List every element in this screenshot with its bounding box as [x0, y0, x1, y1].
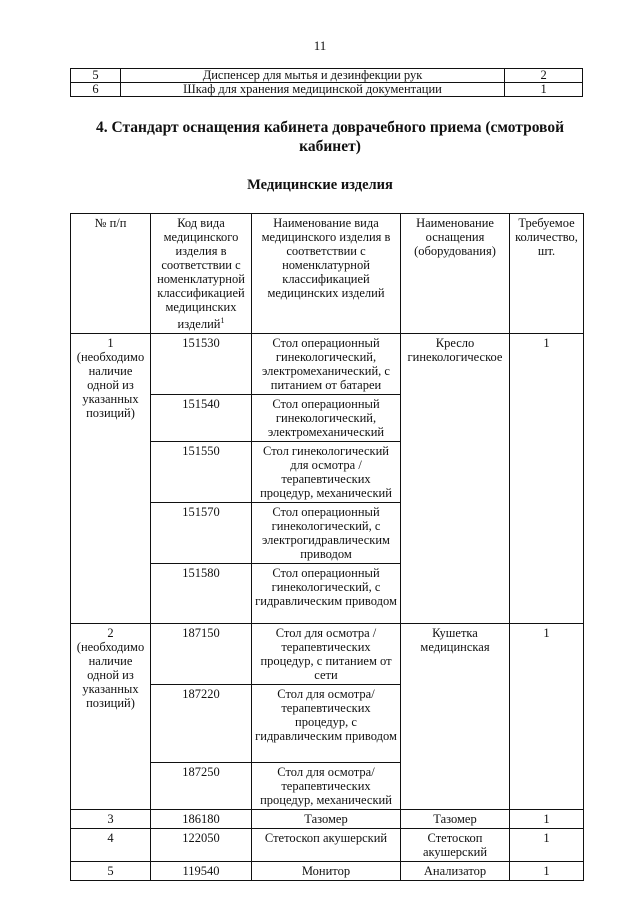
- equipment-table: [70, 213, 584, 881]
- item-name: Монитор: [252, 862, 401, 881]
- table-row: [71, 810, 584, 829]
- item-code: 151580: [151, 564, 252, 624]
- row-name: Шкаф для хранения медицинской документации: [120, 83, 504, 97]
- item-name: Стол операционный гинекологический, электромеханический, с питанием от батареи: [252, 334, 401, 395]
- item-name: Тазомер: [252, 810, 401, 829]
- table-row: [71, 334, 584, 395]
- header-row: [71, 214, 584, 334]
- section-subtitle: Медицинские изделия: [247, 177, 393, 193]
- item-code: 122050: [151, 829, 252, 862]
- row-qty: 1: [510, 862, 584, 881]
- header-equip: Наименование оснащения (оборудования): [401, 214, 510, 334]
- table-row: [71, 624, 584, 685]
- group-num: 2 (необходимо наличие одной из указанных позиций): [71, 624, 151, 810]
- item-code: 186180: [151, 810, 252, 829]
- group-qty: 1: [510, 624, 584, 810]
- item-name: Стетоскоп акушерский: [252, 829, 401, 862]
- item-name: Стол для осмотра /терапевтических процедур, с питанием от сети: [252, 624, 401, 685]
- row-name: Диспенсер для мытья и дезинфекции рук: [120, 69, 504, 83]
- item-name: Стол операционный гинекологический, электромеханический: [252, 395, 401, 442]
- row-equip: Тазомер: [401, 810, 510, 829]
- item-code: 119540: [151, 862, 252, 881]
- header-qty: Требуемое количество, шт.: [510, 214, 584, 334]
- table-row: [71, 862, 584, 881]
- item-code: 151550: [151, 442, 252, 503]
- row-num: 5: [71, 69, 121, 83]
- item-name: Стол гинекологический для осмотра /терапевтических процедур, механический: [252, 442, 401, 503]
- row-num: 5: [71, 862, 151, 881]
- row-equip: Анализатор: [401, 862, 510, 881]
- group-qty: 1: [510, 334, 584, 624]
- header-code: [151, 214, 252, 334]
- row-qty: 1: [510, 829, 584, 862]
- item-code: 151540: [151, 395, 252, 442]
- group-equip: Кресло гинекологическое: [401, 334, 510, 624]
- row-qty: 2: [505, 69, 583, 83]
- item-name: Стол операционный гинекологический, с гидравлическим приводом: [252, 564, 401, 624]
- top-table: [70, 68, 583, 97]
- group-equip: Кушетка медицинская: [401, 624, 510, 810]
- item-code: 187250: [151, 763, 252, 810]
- item-name: Стол для осмотра/ терапевтических процедур, с гидравлическим приводом: [252, 685, 401, 763]
- header-num: № п/п: [71, 214, 151, 334]
- header-code-text: Код вида медицинского изделия в соответствии с номенклатурной классификацией медицинских изделий: [157, 216, 245, 332]
- item-code: 151570: [151, 503, 252, 564]
- item-code: 187150: [151, 624, 252, 685]
- section-title: 4. Стандарт оснащения кабинета доврачебного приема (смотровой кабинет): [96, 119, 564, 155]
- item-code: 187220: [151, 685, 252, 763]
- table-row: [71, 83, 583, 97]
- table-row: [71, 829, 584, 862]
- page-number: 11: [313, 38, 327, 53]
- row-num: 3: [71, 810, 151, 829]
- footnote-mark: 1: [220, 316, 225, 325]
- item-code: 151530: [151, 334, 252, 395]
- row-num: 6: [71, 83, 121, 97]
- row-qty: 1: [505, 83, 583, 97]
- table-row: [71, 69, 583, 83]
- row-num: 4: [71, 829, 151, 862]
- group-num: 1 (необходимо наличие одной из указанных позиций): [71, 334, 151, 624]
- row-equip: Стетоскоп акушерский: [401, 829, 510, 862]
- item-name: Стол для осмотра/ терапевтических процедур, механический: [252, 763, 401, 810]
- header-kind: Наименование вида медицинского изделия в соответствии с номенклатурной классификацией медицинских изделий: [252, 214, 401, 334]
- item-name: Стол операционный гинекологический, с электрогидравлическим приводом: [252, 503, 401, 564]
- row-qty: 1: [510, 810, 584, 829]
